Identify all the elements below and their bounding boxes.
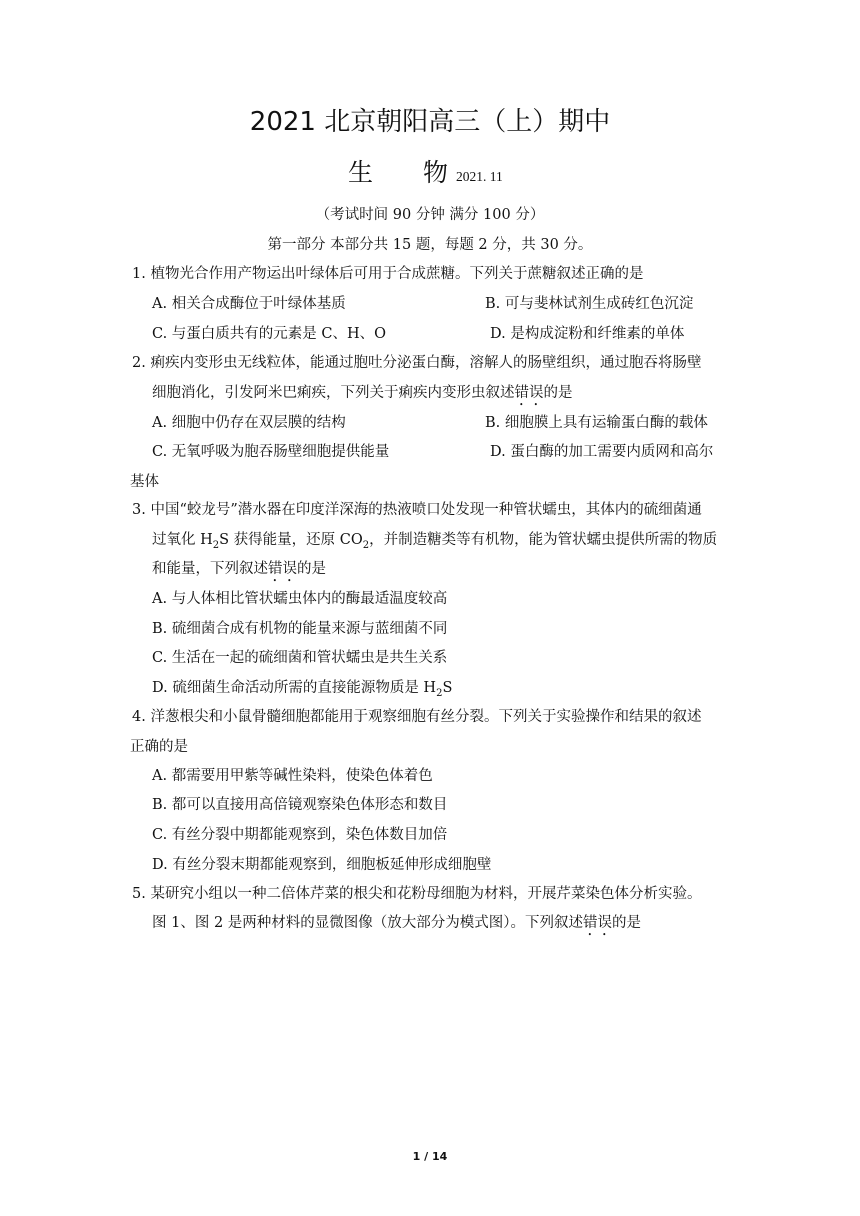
question-2-stem-line-1: 2. 痢疾内变形虫无线粒体，能通过胞吐分泌蛋白酶，溶解人的肠壁组织，通过胞吞将肠壁	[132, 355, 702, 371]
subject-heading	[348, 158, 503, 192]
question-3-option-b: B. 硫细菌合成有机物的能量来源与蓝细菌不同	[152, 621, 448, 637]
exam-date: 2021. 11	[455, 169, 503, 184]
emphasis-wrong: 错误	[268, 561, 297, 577]
question-1-option-b: B. 可与斐林试剂生成砖红色沉淀	[485, 296, 694, 312]
section-heading: 第一部分 本部分共 15 题，每题 2 分，共 30 分。	[267, 237, 593, 253]
emphasis-wrong: 错误	[583, 915, 613, 931]
question-1-option-c: C. 与蛋白质共有的元素是 C、H、O	[152, 326, 387, 342]
question-4-option-a: A. 都需要用甲紫等碱性染料，使染色体着色	[152, 768, 433, 784]
question-4-option-c: C. 有丝分裂中期都能观察到，染色体数目加倍	[152, 827, 448, 843]
question-4-stem-line-1: 4. 洋葱根尖和小鼠骨髓细胞都能用于观察细胞有丝分裂。下列关于实验操作和结果的叙述	[132, 709, 702, 725]
emphasis-wrong: 错误	[514, 385, 544, 401]
question-4-stem-line-2: 正确的是	[130, 739, 188, 755]
exam-info: （考试时间 90 分钟 满分 100 分）	[315, 207, 545, 223]
question-5-stem-line-1: 5. 某研究小组以一种二倍体芹菜的根尖和花粉母细胞为材料，开展芹菜染色体分析实验。	[132, 886, 702, 902]
question-3-stem-line-1: 3. 中国“蛟龙号”潜水器在印度洋深海的热液喷口处发现一种管状蠕虫，其体内的硫细菌通	[132, 502, 702, 518]
question-3-option-d: D. 硫细菌生命活动所需的直接能源物质是 $H_2S$	[152, 680, 453, 699]
question-2-option-b: B. 细胞膜上具有运输蛋白酶的载体	[485, 415, 708, 431]
question-2-stem-line-2: 细胞消化，引发阿米巴痢疾，下列关于痢疾内变形虫叙述错误的是	[152, 385, 573, 401]
question-4-option-b: B. 都可以直接用高倍镜观察染色体形态和数目	[152, 797, 448, 813]
page-number: 1 / 14	[412, 1150, 448, 1163]
question-1-stem: 1. 植物光合作用产物运出叶绿体后可用于合成蔗糖。下列关于蔗糖叙述正确的是	[132, 266, 644, 282]
question-2-option-c: C. 无氧呼吸为胞吞肠壁细胞提供能量	[152, 444, 390, 460]
question-4-option-d: D. 有丝分裂末期都能观察到，细胞板延伸形成细胞壁	[152, 857, 492, 873]
question-1-option-a: A. 相关合成酶位于叶绿体基质	[152, 296, 346, 312]
question-3-option-a: A. 与人体相比管状蠕虫体内的酶最适温度较高	[152, 591, 448, 607]
question-2-option-d: D. 蛋白酶的加工需要内质网和高尔	[490, 444, 714, 460]
subject-char-1: 生	[348, 158, 374, 187]
question-5-stem-line-2: 图 1、图 2 是两种材料的显微图像（放大部分为模式图）。下列叙述错误的是	[152, 915, 642, 931]
question-3-option-c: C. 生活在一起的硫细菌和管状蠕虫是共生关系	[152, 650, 448, 666]
question-1-option-d: D. 是构成淀粉和纤维素的单体	[490, 326, 685, 342]
exam-title: 2021 北京朝阳高三（上）期中	[249, 107, 611, 137]
question-3-stem-line-2: 过氧化 $H_2S$ 获得能量，还原 $CO_2$，并制造糖类等有机物，能为管状蠕虫提供所需的物质	[152, 532, 718, 551]
question-2-option-d-wrap: 基体	[130, 474, 159, 490]
subject-char-2: 物	[423, 158, 449, 187]
question-3-stem-line-3: 和能量，下列叙述错误的是	[152, 561, 326, 577]
question-2-option-a: A. 细胞中仍存在双层膜的结构	[152, 415, 346, 431]
